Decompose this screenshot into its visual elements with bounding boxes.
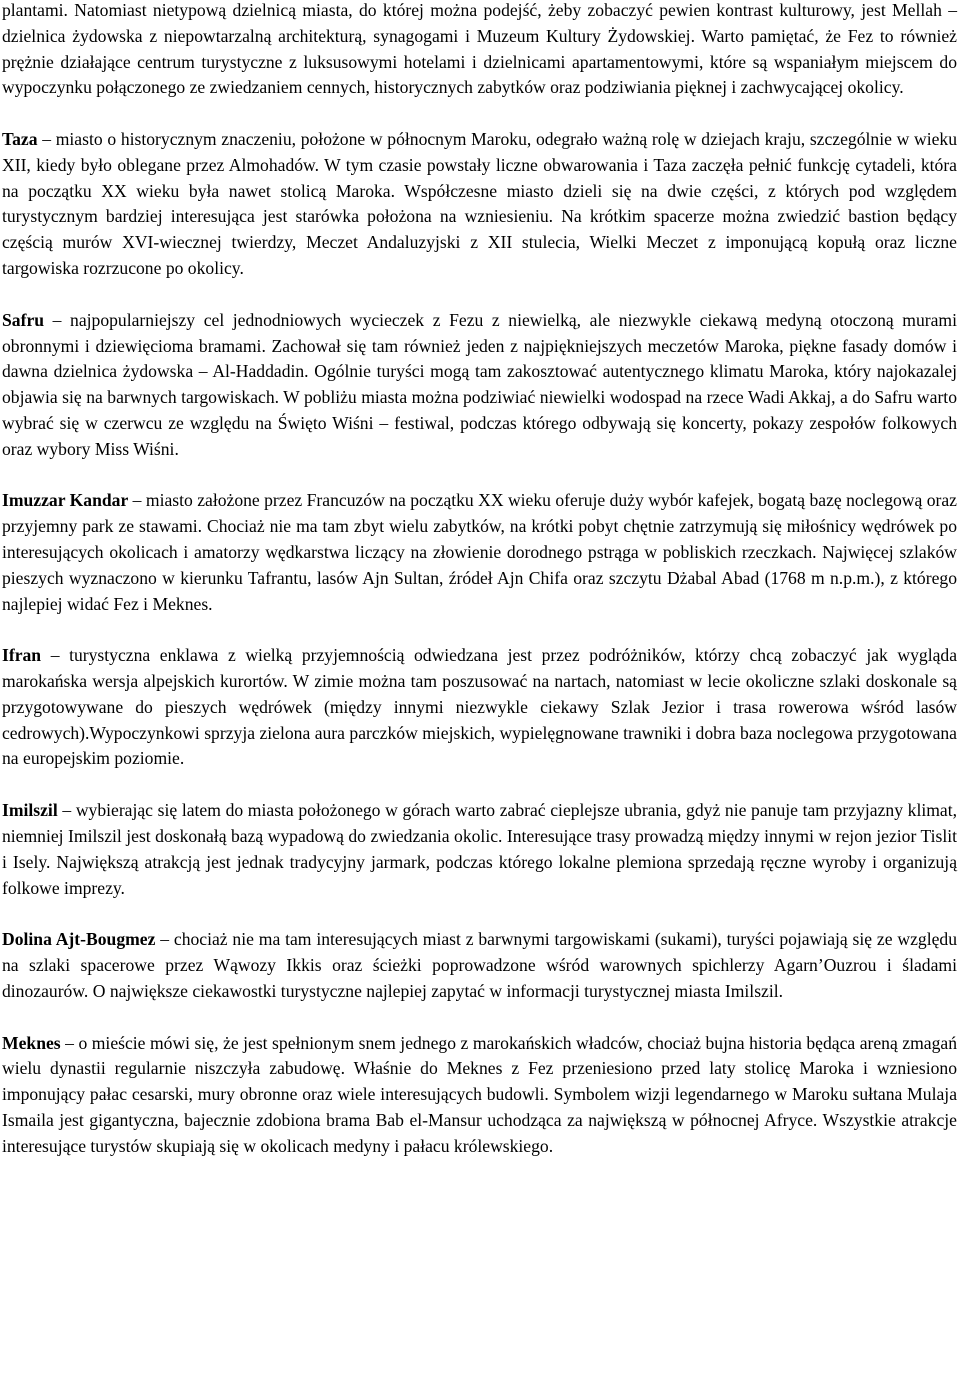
paragraph-text: – turystyczna enklawa z wielką przyjemnością odwiedzana jest przez podróżników, którzy chcą zobaczyć jak wygląda marokańska wersja alpejskich kurortów. W zimie można tam poszusować na nartach, natomiast w lecie okoliczne szlaki doskonale są przygotowywane do pieszych wędrówek (między innymi niezwykle ciekawy Szlak Jezior i trasa rowerowa wśród lasów cedrowych).Wypoczynkowi sprzyja zielona aura parczków miejskich, wypielęgnowane trawniki i dobra baza noclegowa przygotowana na europejskim poziomie. bbox=[2, 645, 957, 769]
paragraph-text: – chociaż nie ma tam interesujących miast z barwnymi targowiskami (sukami), turyści pojawiają się ze względu na szlaki spacerowe przez Wąwozy Ikkis oraz ścieżki poprowadzone wśród warownych spichlerzy Agarn’Ouzrou i śladami dinozaurów. O największe ciekawostki turystyczne najlepiej zapytać w informacji turystycznej miasta Imilszil. bbox=[2, 929, 957, 1001]
paragraph-text: plantami. Natomiast nietypową dzielnicą miasta, do której można podejść, żeby zobaczyć pewien kontrast kulturowy, jest Mellah – dzielnica żydowska z niepowtarzalną architekturą, synagogami i Muzeum Kultury Żydowskiej. Warto pamiętać, że Fez to również prężnie działające centrum turystyczne z luksusowymi hotelami i dzielnicami apartamentowymi, które są wspaniałym miejscem do wypoczynku połączonego ze zwiedzaniem cennych, historycznych zabytków oraz podziwiania pięknej i zachwycającej okolicy. bbox=[2, 0, 957, 98]
paragraph-safru bbox=[2, 308, 957, 463]
paragraph-taza bbox=[2, 127, 957, 282]
paragraph-ifran bbox=[2, 643, 957, 772]
place-name: Imilszil bbox=[2, 800, 58, 821]
place-name: Imuzzar Kandar bbox=[2, 490, 129, 511]
place-name: Meknes bbox=[2, 1032, 61, 1053]
place-name: Ifran bbox=[2, 645, 42, 666]
paragraph-text: – wybierając się latem do miasta położonego w górach warto zabrać cieplejsze ubrania, gdyż nie panuje tam przyjazny klimat, niemniej Imilszil jest doskonałą bazą wypadową do zwiedzania okolic. Interesujące trasy prowadzą między innymi w rejon jezior Tislit i Isely. Największą atrakcją jest jednak tradycyjny jarmark, podczas którego lokalne plemiona sprzedają ręczne wyroby i organizują folkowe imprezy. bbox=[2, 800, 957, 898]
paragraph-text: – o mieście mówi się, że jest spełnionym snem jednego z marokańskich władców, chociaż bujna historia będąca areną zmagań wielu dynastii regularnie niszczyła zabudowę. Właśnie do Meknes z Fez przeniesiono przed laty stolicę Maroka i wzniesiono imponujący pałac cesarski, mury obronne oraz wiele interesujących budowli. Symbolem wizji legendarnego w Maroku sułtana Mulaja Ismaila jest gigantyczna, bajecznie zdobiona brama Bab el-Mansur uchodząca za największą w północnej Afryce. Wszystkie atrakcje interesujące turystów skupiają się w okolicach medyny i pałacu królewskiego. bbox=[2, 1032, 957, 1156]
paragraph-dolina-ajt-bougmez bbox=[2, 927, 957, 1004]
paragraph-imilszil bbox=[2, 798, 957, 901]
place-name: Taza bbox=[2, 129, 38, 150]
paragraph-fez-continuation bbox=[2, 0, 957, 101]
paragraph-text: – miasto o historycznym znaczeniu, położone w północnym Maroku, odegrało ważną rolę w dziejach kraju, szczególnie w wieku XII, kiedy było oblegane przez Almohadów. W tym czasie powstały liczne obwarowania i Taza zaczęła pełnić funkcję cytadeli, która na początku XX wieku była nawet stolicą Maroka. Współczesne miasto dzieli się na dwie części, z których pod względem turystycznym bardziej interesująca jest starówka położona na wzniesieniu. Na krótkim spacerze można zwiedzić bastion będący częścią murów XVI-wiecznej twierdzy, Meczet Andaluzyjski z XII stulecia, Wielki Meczet z imponującą kopułą oraz liczne targowiska rozrzucone po okolicy. bbox=[2, 129, 957, 279]
place-name: Safru bbox=[2, 309, 45, 330]
paragraph-meknes bbox=[2, 1031, 957, 1160]
paragraph-text: – najpopularniejszy cel jednodniowych wycieczek z Fezu z niewielką, ale niezwykle ciekawą medyną otoczoną murami obronnymi i dziewięcioma bramami. Zachował się tam również jeden z najpiękniejszych meczetów Maroka, piękne fasady domów i dawna dzielnica żydowska – Al-Haddadin. Ogólnie turyści mogą tam zakosztować autentycznego klimatu Maroka, który najokazalej objawia się na barwnych targowiskach. W pobliżu miasta można podziwiać niewielki wodospad na rzece Wadi Akkaj, a do Safru warto wybrać się w czerwcu ze względu na Święto Wiśni – festiwal, podczas którego odbywają się koncerty, pokazy zespołów folkowych oraz wybory Miss Wiśni. bbox=[2, 309, 957, 459]
paragraph-text: – miasto założone przez Francuzów na początku XX wieku oferuje duży wybór kafejek, bogatą bazę noclegową oraz przyjemny park ze stawami. Chociaż nie ma tam zbyt wielu zabytków, na krótki pobyt chętnie zatrzymują się miłośnicy wędrówek po interesujących okolicach i amatorzy wędkarstwa liczący na złowienie dorodnego pstrąga w pobliskich rzeczkach. Najwięcej szlaków pieszych wyznaczono w kierunku Tafrantu, lasów Ajn Sultan, źródeł Ajn Chifa oraz szczytu Dżabal Abad (1768 m n.p.m.), z którego najlepiej widać Fez i Meknes. bbox=[2, 490, 957, 614]
place-name: Dolina Ajt-Bougmez bbox=[2, 929, 156, 950]
paragraph-imuzzar-kandar bbox=[2, 488, 957, 617]
